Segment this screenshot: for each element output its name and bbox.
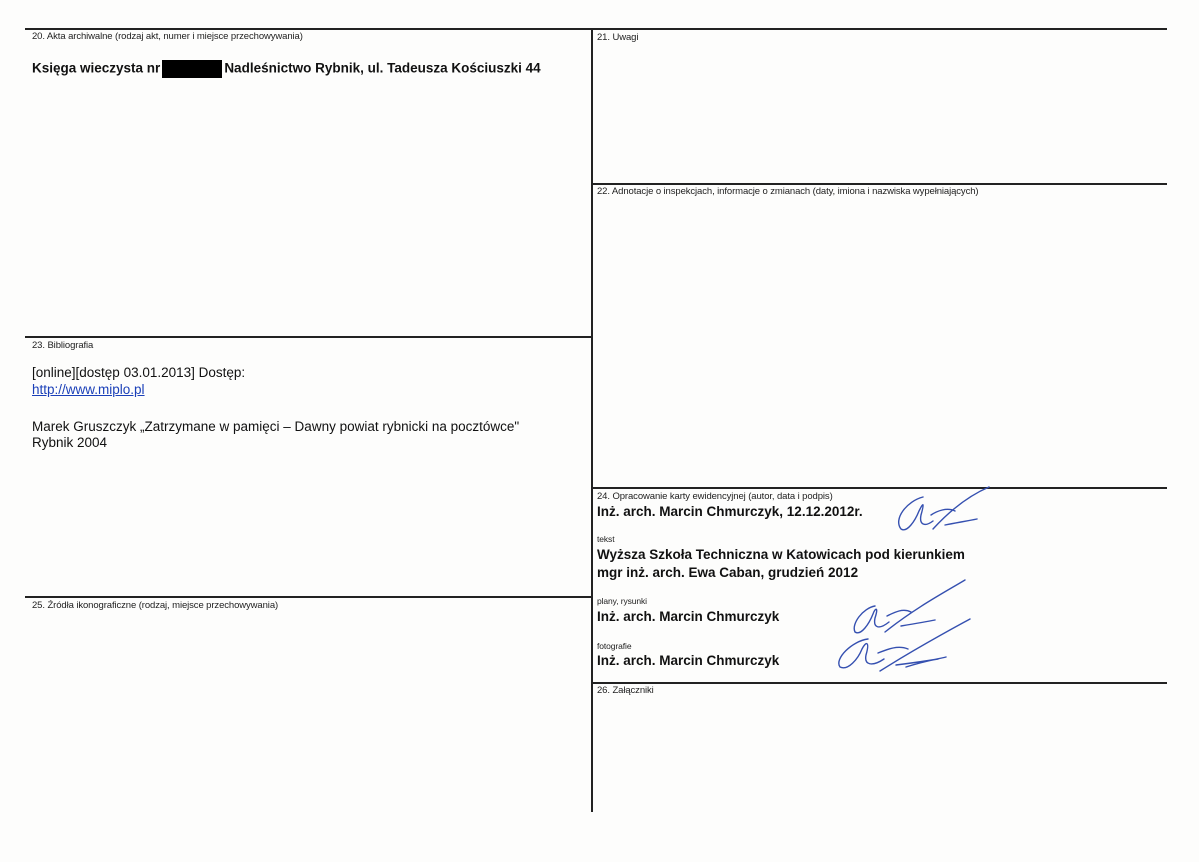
bibliography-online: [online][dostęp 03.01.2013] Dostęp: [32,365,246,380]
top-border [25,28,1167,30]
section-21-label: 21. Uwagi [597,32,639,43]
plans-label: plany, rysunki [597,596,647,606]
text-author-line2: mgr inż. arch. Ewa Caban, grudzień 2012 [597,565,859,580]
forestry-address: Nadleśnictwo Rybnik, ul. Tadeusza Kościuszki 44 [224,60,541,76]
text-label: tekst [597,534,615,544]
divider-23-25 [25,596,592,598]
section-22-label: 22. Adnotacje o inspekcjach, informacje o zmianach (daty, imiona i nazwiska wypełniających) [597,186,979,197]
divider-20-23 [25,336,592,338]
divider-21-22 [592,183,1167,185]
bibliography-link[interactable]: http://www.miplo.pl [32,382,145,397]
section-20-label: 20. Akta archiwalne (rodzaj akt, numer i miejsce przechowywania) [32,31,303,42]
redaction-box [162,60,222,78]
bibliography-book-place: Rybnik 2004 [32,435,108,450]
bibliography-book-title: Marek Gruszczyk „Zatrzymane w pamięci – Dawny powiat rybnicki na pocztówce" [32,419,520,434]
plans-author: Inż. arch. Marcin Chmurczyk [597,609,780,624]
text-author-line1: Wyższa Szkoła Techniczna w Katowicach pod kierunkiem [597,547,965,562]
divider-22-24 [592,487,1167,489]
photos-label: fotografie [597,641,632,651]
land-register-label: Księga wieczysta nr [32,60,161,76]
vertical-divider [591,28,593,812]
section-25-label: 25. Źródła ikonograficzne (rodzaj, miejsce przechowywania) [32,600,279,611]
section-24-label: 24. Opracowanie karty ewidencyjnej (autor, data i podpis) [597,491,833,502]
divider-24-26 [592,682,1167,684]
signature-author [885,485,995,535]
section-26-label: 26. Załączniki [597,685,654,696]
photos-author: Inż. arch. Marcin Chmurczyk [597,653,780,668]
card-author: Inż. arch. Marcin Chmurczyk, 12.12.2012r. [597,504,863,519]
section-23-label: 23. Bibliografia [32,340,94,351]
signature-photos [828,615,978,673]
section-20-content [32,60,541,78]
